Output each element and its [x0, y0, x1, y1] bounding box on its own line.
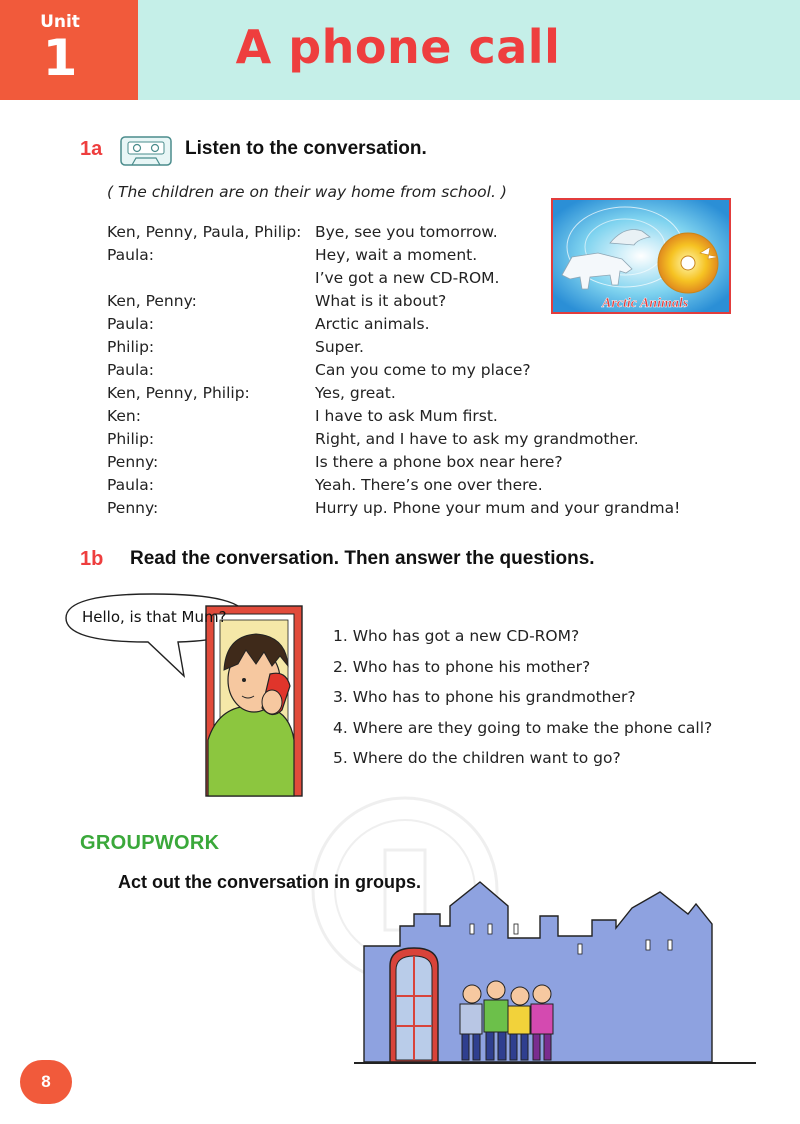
dialog-row: [107, 314, 707, 337]
dialog-line: Hey, wait a moment.: [315, 246, 478, 264]
context-line: ( The children are on their way home from school. ): [107, 183, 507, 201]
dialog-line: Bye, see you tomorrow.: [315, 223, 498, 241]
section-1a-instruction: Listen to the conversation.: [185, 138, 427, 159]
dialog-row: [107, 360, 707, 383]
speaker: Ken, Penny, Paula, Philip:: [107, 223, 302, 241]
speaker: Paula:: [107, 361, 154, 379]
children-at-phone-box-illustration: [350, 876, 760, 1068]
dialog-row: [107, 337, 707, 360]
dialog-line: Arctic animals.: [315, 315, 430, 333]
question-list: [333, 624, 712, 777]
dialog-row: [107, 406, 707, 429]
speaker: Ken:: [107, 407, 141, 425]
speaker: Ken, Penny, Philip:: [107, 384, 250, 402]
dialog-row: [107, 498, 707, 521]
unit-number: 1: [42, 29, 78, 87]
section-1b-number: 1b: [80, 548, 104, 570]
speaker: Ken, Penny:: [107, 292, 197, 310]
dialog-line: Is there a phone box near here?: [315, 453, 563, 471]
groupwork-heading: GROUPWORK: [80, 832, 220, 854]
speaker: Paula:: [107, 246, 154, 264]
page-number: 8: [20, 1060, 72, 1104]
dialog-line: Right, and I have to ask my grandmother.: [315, 430, 639, 448]
speaker: Penny:: [107, 453, 159, 471]
dialog-line: Can you come to my place?: [315, 361, 531, 379]
speech-bubble-text: Hello, is that Mum?: [82, 608, 227, 626]
dialog-line: I’ve got a new CD-ROM.: [315, 269, 500, 287]
page-title: A phone call: [235, 20, 561, 74]
arctic-animals-cd-picture: [550, 197, 732, 315]
question-item: 4. Where are they going to make the phone call?: [333, 718, 713, 737]
section-1b-instruction: Read the conversation. Then answer the questions.: [130, 548, 595, 569]
question-item: 3. Who has to phone his grandmother?: [333, 688, 636, 706]
dialog-line: Super.: [315, 338, 364, 356]
dialog-line: Yes, great.: [315, 384, 396, 402]
speaker: Paula:: [107, 315, 154, 333]
dialog-line: I have to ask Mum first.: [315, 407, 498, 425]
cd-label: Arctic Animals: [602, 296, 689, 311]
question-item: 1. Who has got a new CD-ROM?: [333, 627, 580, 645]
speaker: Philip:: [107, 430, 155, 448]
speaker: Paula:: [107, 476, 154, 494]
dialog-line: What is it about?: [315, 292, 447, 310]
question-item: 2. Who has to phone his mother?: [333, 657, 591, 676]
dialog-line: Yeah. There’s one over there.: [315, 476, 543, 494]
unit-label: Unit: [40, 12, 80, 32]
dialog-line: Hurry up. Phone your mum and your grandma!: [315, 499, 681, 517]
dialog-row: [107, 475, 707, 498]
dialog-row: [107, 452, 707, 475]
question-item: 5. Where do the children want to go?: [333, 749, 621, 767]
cassette-icon[interactable]: [120, 136, 172, 166]
dialog-row: [107, 383, 707, 406]
speaker: Philip:: [107, 338, 155, 356]
speaker: Penny:: [107, 499, 159, 517]
unit-badge: [0, 0, 138, 100]
section-1a-number: 1a: [80, 138, 103, 160]
dialog-row: [107, 429, 707, 452]
groupwork-instruction: Act out the conversation in groups.: [118, 872, 422, 892]
